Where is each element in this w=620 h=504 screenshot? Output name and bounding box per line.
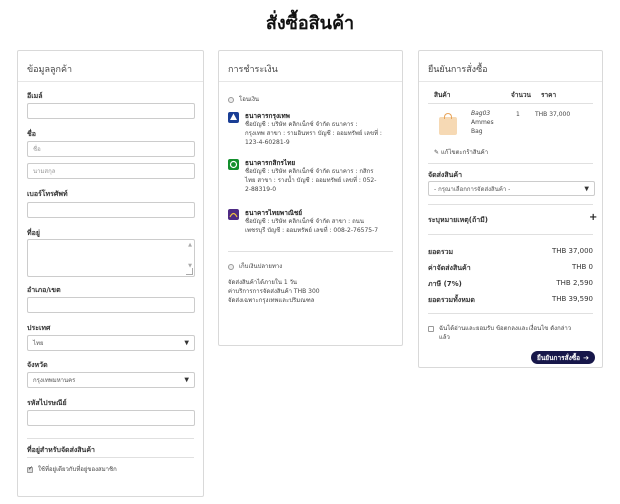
bank-details — [245, 217, 400, 235]
confirm-heading: ยืนยันการสั่งซื้อ — [428, 65, 488, 75]
country-select[interactable] — [27, 335, 195, 351]
province-value: กรุงเทพมหานคร — [33, 377, 76, 384]
bank-detail-line: ชื่อบัญชี : บริษัท คลิกเน็กซ์ จำกัด ธนาคาร : — [245, 121, 358, 128]
plus-icon[interactable]: + — [589, 212, 598, 223]
chevron-down-icon: ▼ — [184, 339, 189, 347]
product-image — [439, 117, 457, 135]
heading-divider — [219, 81, 402, 82]
section-divider — [27, 457, 194, 458]
shipping-method-select[interactable] — [428, 181, 595, 196]
table-divider — [428, 103, 593, 104]
section-divider — [27, 438, 194, 439]
shipping-fee-value: THB 0 — [571, 263, 593, 271]
product-name-line: Bag03 — [471, 110, 491, 117]
cod-detail-line: ค่าบริการการจัดส่งสินค้า THB 300 — [228, 288, 320, 295]
bank-details — [245, 120, 400, 147]
section-divider — [428, 313, 593, 314]
heading-divider — [419, 81, 602, 82]
kasikorn-bank-logo-icon — [228, 159, 239, 170]
postcode-field[interactable] — [27, 410, 195, 426]
arrow-right-icon: ➔ — [583, 353, 589, 362]
cod-radio[interactable] — [228, 264, 234, 270]
section-divider — [428, 163, 593, 164]
section-divider — [428, 234, 593, 235]
same-address-checkbox[interactable] — [27, 467, 33, 473]
name-label: ชื่อ — [27, 130, 36, 138]
bank-detail-line: กรุงเทพ สาขา : รามอินทรา บัญชี : ออมทรัพย์ เลขที่ : — [245, 130, 382, 137]
email-field[interactable] — [27, 103, 195, 119]
bank-detail-line: ไทย สาขา : รางน้ำ บัญชี : ออมทรัพย์ เลขที่ : 052- — [245, 177, 377, 184]
country-value: ไทย — [33, 340, 44, 347]
same-address-label: ใช้ที่อยู่เดียวกับที่อยู่ของสมาชิก — [38, 466, 117, 473]
agree-terms-line: ฉันได้อ่านและยอมรับ ข้อตกลงและเงื่อนไข ดังกล่าว — [439, 325, 572, 332]
province-label: จังหวัด — [27, 361, 48, 369]
column-header-product: สินค้า — [434, 91, 451, 99]
agree-terms-text — [439, 324, 597, 342]
grand-total-label: ยอดรวมทั้งหมด — [428, 296, 475, 304]
cod-details — [228, 278, 393, 305]
product-name — [471, 109, 494, 136]
subtotal-label: ยอดรวม — [428, 248, 454, 256]
customer-info-panel — [17, 50, 204, 497]
section-divider — [228, 251, 393, 252]
address-label: ที่อยู่ — [27, 229, 40, 237]
bag-icon — [444, 113, 452, 119]
scroll-down-icon[interactable]: ▼ — [188, 263, 192, 269]
address-textarea[interactable] — [27, 239, 195, 277]
tax-value: THB 2,590 — [556, 279, 593, 287]
chevron-down-icon: ▼ — [584, 185, 589, 192]
cod-detail-line: จัดส่งสินค้าได้ภายใน 1 วัน — [228, 279, 298, 286]
shipping-fee-label: ค่าจัดส่งสินค้า — [428, 264, 471, 272]
cod-detail-line: จัดส่งเฉพาะกรุงเทพและปริมณฑล — [228, 297, 315, 304]
agree-terms-line: แล้ว — [439, 334, 450, 341]
payment-heading: การชำระเงิน — [228, 65, 278, 75]
confirm-order-button-label: ยืนยันการสั่งซื้อ — [537, 353, 581, 362]
customer-heading: ข้อมูลลูกค้า — [27, 65, 73, 75]
first-name-field[interactable]: ชื่อ — [27, 141, 195, 157]
bank-account-number: 2-88319-0 — [245, 186, 277, 193]
transfer-label: โอนเงิน — [239, 96, 260, 103]
bank-account-number: 123-4-60281-9 — [245, 139, 290, 146]
bank-detail-line: เพชรบุรี บัญชี : ออมทรัพย์ เลขที่ : 008-2-76575-7 — [245, 227, 379, 234]
heading-divider — [18, 81, 203, 82]
scroll-up-icon[interactable]: ▲ — [188, 242, 192, 248]
district-label: อำเภอ/เขต — [27, 286, 61, 294]
bangkok-bank-logo-icon — [228, 112, 239, 123]
agree-terms-checkbox[interactable] — [428, 326, 434, 332]
grand-total-value: THB 39,590 — [551, 295, 593, 303]
bank-detail-line: ชื่อบัญชี : บริษัท คลิกเน็กซ์ จำกัด สาขา : ถนน — [245, 218, 364, 225]
email-label: อีเมล์ — [27, 92, 43, 100]
bank-name: ธนาคารไทยพาณิชย์ — [245, 209, 303, 217]
bank-details — [245, 167, 400, 194]
payment-panel — [218, 50, 403, 346]
scb-bank-logo-icon — [228, 209, 239, 220]
phone-label: เบอร์โทรศัพท์ — [27, 190, 68, 198]
column-header-qty: จำนวน — [511, 91, 531, 99]
column-header-price: ราคา — [541, 91, 557, 99]
postcode-label: รหัสไปรษณีย์ — [27, 399, 67, 407]
last-name-field[interactable]: นามสกุล — [27, 163, 195, 179]
product-qty: 1 — [516, 111, 520, 118]
bank-name: ธนาคารกรุงเทพ — [245, 112, 290, 120]
edit-cart-label: แก้ไขตะกร้าสินค้า — [440, 149, 489, 156]
shipping-address-heading: ที่อยู่สำหรับจัดส่งสินค้า — [27, 446, 95, 454]
section-divider — [428, 204, 593, 205]
resize-handle-icon[interactable] — [186, 268, 193, 275]
country-label: ประเทศ — [27, 324, 51, 332]
tax-label: ภาษี (7%) — [428, 280, 462, 288]
confirm-order-button[interactable] — [531, 351, 595, 364]
edit-cart-link[interactable] — [434, 148, 488, 157]
phone-field[interactable] — [27, 202, 195, 218]
bank-name: ธนาคารกสิกรไทย — [245, 159, 296, 167]
product-name-line: Ammes — [471, 119, 494, 126]
product-price: THB 37,000 — [535, 111, 571, 118]
bank-detail-line: ชื่อบัญชี : บริษัท คลิกเน็กซ์ จำกัด ธนาคาร : กสิกร — [245, 168, 374, 175]
shipping-method-placeholder: - กรุณาเลือกการจัดส่งสินค้า - — [434, 185, 511, 193]
cod-label: เก็บเงินปลายทาง — [239, 263, 283, 270]
subtotal-value: THB 37,000 — [551, 247, 593, 255]
order-confirm-panel — [418, 50, 603, 368]
product-name-line: Bag — [471, 128, 483, 135]
district-field[interactable] — [27, 297, 195, 313]
province-select[interactable] — [27, 372, 195, 388]
chevron-down-icon: ▼ — [184, 376, 189, 384]
transfer-radio[interactable] — [228, 97, 234, 103]
edit-icon: ✎ — [434, 149, 440, 156]
shipping-method-label: จัดส่งสินค้า — [428, 171, 463, 179]
note-toggle-label[interactable]: ระบุหมายเหตุ(ถ้ามี) — [428, 216, 488, 224]
page-title: สั่งซื้อสินค้า — [265, 13, 355, 34]
